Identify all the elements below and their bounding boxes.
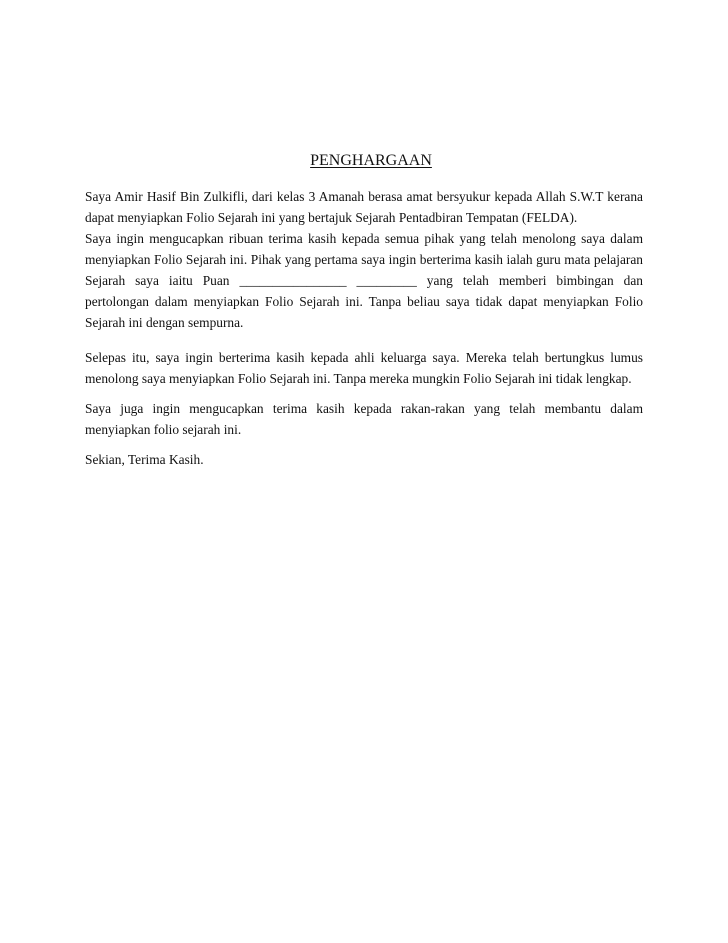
paragraph-intro: Saya Amir Hasif Bin Zulkifli, dari kelas 3 Amanah berasa amat bersyukur kepada Allah S.W.T kerana dapat menyiapkan Folio Sejarah ini yang bertajuk Sejarah Pentadbiran Tempatan (FELDA). xyxy=(85,189,643,225)
paragraph-teacher-thanks: Saya ingin mengucapkan ribuan terima kasih kepada semua pihak yang telah menolong saya dalam menyiapkan Folio Sejarah ini. Pihak yang pertama saya ingin berterima kasih ialah guru mata pelajaran Sejarah saya iaitu Puan ________________ _________ yang telah memberi bimbingan dan pertolongan dalam menyiapkan Folio Sejarah ini. Tanpa beliau saya tidak dapat menyiapkan Folio Sejarah ini dengan sempurna. xyxy=(85,231,643,330)
document-title: PENGHARGAAN xyxy=(310,152,432,169)
paragraph-spacer xyxy=(85,389,643,398)
paragraph-friends-thanks: Saya juga ingin mengucapkan terima kasih kepada rakan-rakan yang telah membantu dalam menyiapkan folio sejarah ini. xyxy=(85,401,643,437)
paragraph-spacer xyxy=(85,440,643,449)
paragraph-closing: Sekian, Terima Kasih. xyxy=(85,452,204,467)
paragraph-spacer xyxy=(85,333,643,347)
document-page xyxy=(85,150,643,470)
paragraph-family-thanks: Selepas itu, saya ingin berterima kasih kepada ahli keluarga saya. Mereka telah bertungkus lumus menolong saya menyiapkan Folio Sejarah ini. Tanpa mereka mungkin Folio Sejarah ini tidak lengkap. xyxy=(85,350,643,386)
